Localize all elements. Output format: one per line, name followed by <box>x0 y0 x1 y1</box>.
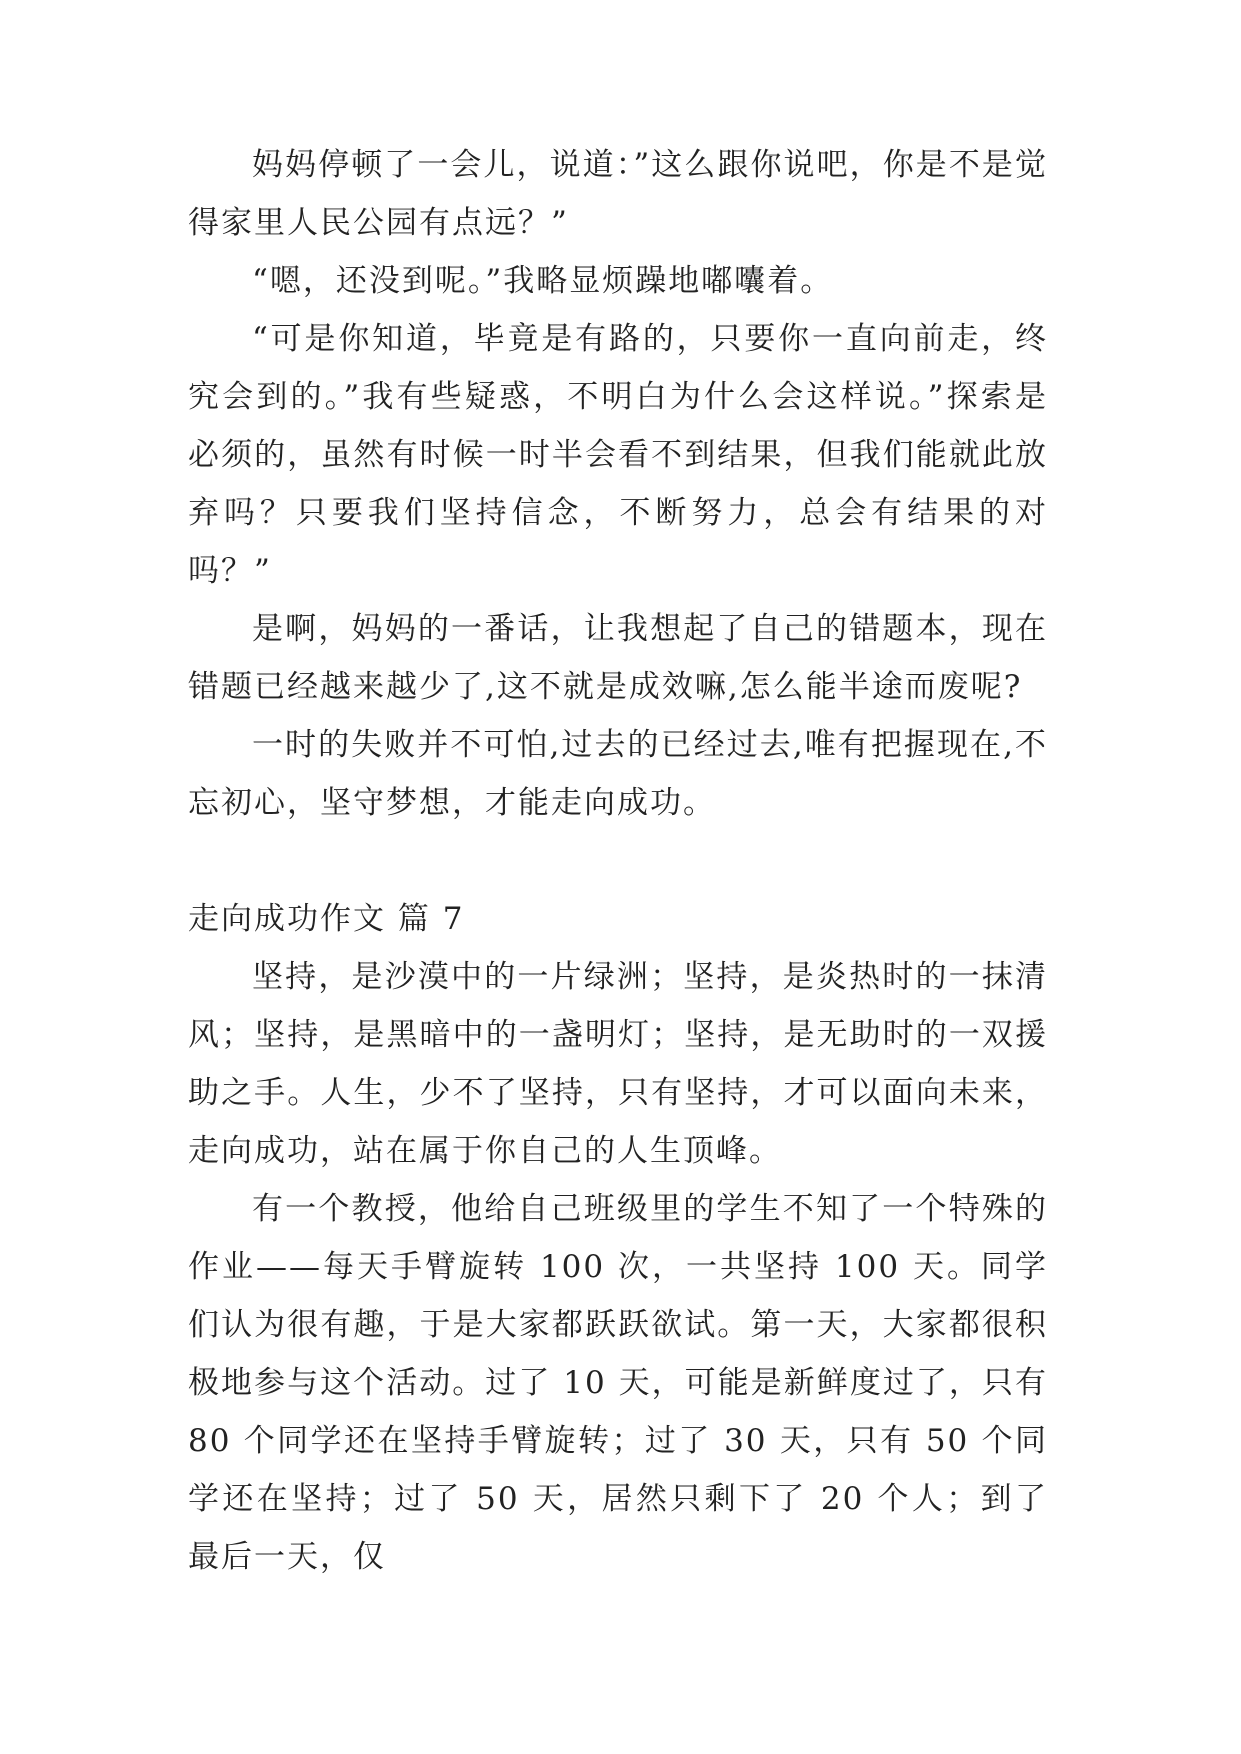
paragraph-conclusion: 一时的失败并不可怕,过去的已经过去,唯有把握现在,不忘初心，坚守梦想，才能走向成功。 <box>188 727 1048 821</box>
paragraph-mumbling: “嗯，还没到呢。”我略显烦躁地嘟囔着。 <box>252 263 834 299</box>
section-title: 走向成功作文 篇 7 <box>188 901 465 937</box>
document-body <box>188 136 1048 1586</box>
paragraph-road-explanation: “可是你知道，毕竟是有路的，只要你一直向前走，终究会到的。”我有些疑惑，不明白为什么会这样说。”探索是必须的，虽然有时候一时半会看不到结果，但我们能就此放弃吗？只要我们坚持信念，不断努力，总会有结果的对吗？” <box>188 321 1048 589</box>
paragraph-persistence-intro: 坚持，是沙漠中的一片绿洲；坚持，是炎热时的一抹清风；坚持，是黑暗中的一盏明灯；坚持，是无助时的一双援助之手。人生，少不了坚持，只有坚持，才可以面向未来，走向成功，站在属于你自己的人生顶峰。 <box>188 959 1048 1169</box>
paragraph-mom-speaks: 妈妈停顿了一会儿，说道：”这么跟你说吧，你是不是觉得家里人民公园有点远？” <box>188 147 1048 241</box>
paragraph-error-notebook: 是啊，妈妈的一番话，让我想起了自己的错题本，现在错题已经越来越少了,这不就是成效嘛,怎么能半途而废呢? <box>188 611 1048 705</box>
paragraph-professor-story: 有一个教授，他给自己班级里的学生不知了一个特殊的作业——每天手臂旋转 100 次，一共坚持 100 天。同学们认为很有趣，于是大家都跃跃欲试。第一天，大家都很积极地参与这个活动。过了 10 天，可能是新鲜度过了，只有 80 个同学还在坚持手臂旋转；过了 30 天，只有 50 个同学还在坚持；过了 50 天，居然只剩下了 20 个人；到了最后一天，仅 <box>188 1191 1048 1575</box>
section-gap <box>188 832 1048 890</box>
